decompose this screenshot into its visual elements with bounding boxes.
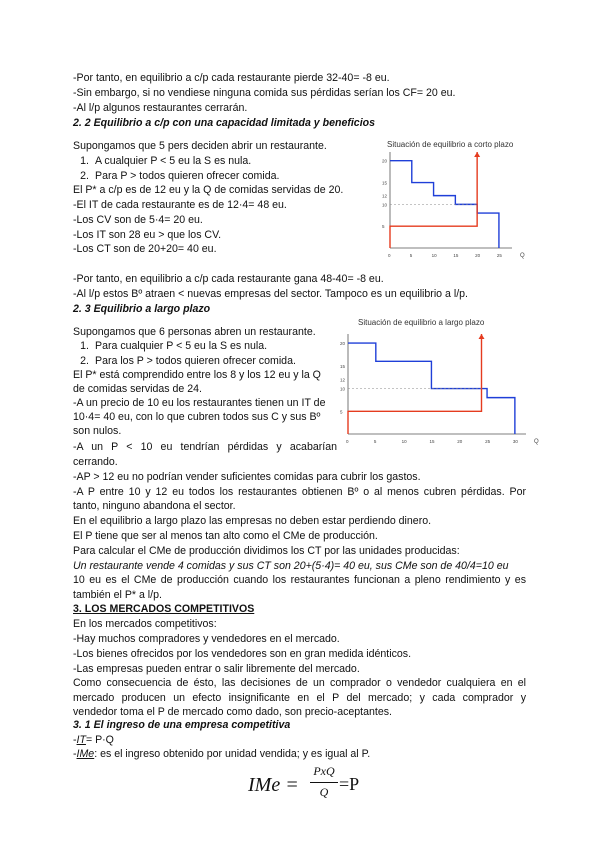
y-tick-label: 12 bbox=[382, 193, 388, 199]
y-tick-label: 20 bbox=[340, 341, 346, 347]
text-line: -A un P < 10 eu tendrían pérdidas y acabarían bbox=[73, 441, 337, 453]
list-number: 2. bbox=[80, 170, 89, 182]
text-line: -Los bienes ofrecidos por los vendedores son en gran medida idénticos. bbox=[73, 648, 412, 660]
y-tick-label: 12 bbox=[340, 377, 346, 383]
formula-lhs: IMe = bbox=[248, 774, 299, 796]
text-line: también el P* a l/p. bbox=[73, 589, 162, 601]
chart-long-run-equilibrium bbox=[340, 326, 540, 451]
x-tick-label: 0 bbox=[388, 253, 391, 258]
text-line: -El IT de cada restaurante es de 12·4= 48 eu. bbox=[73, 199, 287, 211]
list-number: 2. bbox=[80, 355, 89, 367]
x-axis-label: Q bbox=[534, 439, 539, 445]
x-tick-label: 0 bbox=[346, 439, 349, 444]
demand-curve bbox=[390, 152, 477, 248]
text-line: -Al l/p estos Bº atraen < nuevas empresas del sector. Tampoco es un equilibrio a l/p. bbox=[73, 288, 468, 300]
text-line: -Por tanto, en equilibrio a c/p cada restaurante gana 48-40= -8 eu. bbox=[73, 273, 384, 285]
text-line: -Por tanto, en equilibrio a c/p cada restaurante pierde 32-40= -8 eu. bbox=[73, 72, 390, 84]
section-heading-2-3: 2. 3 Equilibrio a largo plazo bbox=[73, 303, 211, 315]
x-tick-label: 30 bbox=[512, 439, 518, 444]
term-ime: IMe bbox=[76, 748, 95, 760]
x-axis-label: Q bbox=[520, 253, 525, 259]
list-number: 1. bbox=[80, 155, 89, 167]
x-tick-label: 10 bbox=[431, 253, 437, 258]
text-line: de comidas servidas de 24. bbox=[73, 383, 202, 395]
text-line: 10 eu es el CMe de producción cuando los restaurantes funcionan a pleno rendimiento y es bbox=[73, 574, 526, 586]
list-item bbox=[73, 170, 279, 183]
term-it: IT bbox=[76, 734, 86, 746]
section-heading-3-1: 3. 1 El ingreso de una empresa competitiva bbox=[73, 719, 291, 731]
dash: - bbox=[73, 734, 77, 746]
text-line: -Hay muchos compradores y vendedores en el mercado. bbox=[73, 633, 340, 645]
text-line: -Las empresas pueden entrar o salir libremente del mercado. bbox=[73, 663, 360, 675]
x-tick-label: 5 bbox=[409, 253, 413, 258]
x-tick-label: 20 bbox=[457, 439, 463, 444]
text-line: El P* a c/p es de 12 eu y la Q de comidas servidas de 20. bbox=[73, 184, 344, 196]
chart1-title: Situación de equilibrio a corto plazo bbox=[387, 140, 514, 149]
y-tick-label: 15 bbox=[340, 363, 346, 369]
text-line: son nulos. bbox=[73, 425, 122, 437]
demand-curve bbox=[348, 334, 482, 434]
list-item bbox=[73, 155, 251, 168]
text-line: En el equilibrio a largo plazo las empresas no deben estar perdiendo dinero. bbox=[73, 515, 432, 527]
text-line: -A P entre 10 y 12 eu todos los restaurantes obtienen Bº o al menos cubren pérdidas. Por bbox=[73, 486, 526, 498]
x-tick-label: 15 bbox=[453, 253, 459, 258]
y-tick-label: 5 bbox=[382, 224, 385, 230]
text-line: 10·4= 40 eu, con lo que cubren todos sus C y sus Bº bbox=[73, 411, 321, 423]
definition-text: = P·Q bbox=[85, 734, 114, 746]
text-line: El P* está comprendido entre los 8 y los 12 eu y la Q bbox=[73, 369, 321, 381]
text-line: -Sin embargo, si no vendiese ninguna comida sus pérdidas serían los CF= 20 eu. bbox=[73, 87, 456, 99]
text-line: -Los CV son de 5·4= 20 eu. bbox=[73, 214, 203, 226]
text-line: Para calcular el CMe de producción dividimos los CT por las unidades producidas: bbox=[73, 545, 460, 557]
formula-rhs: =P bbox=[339, 774, 360, 794]
formula-numerator: PxQ bbox=[313, 764, 335, 778]
text-line: -A un precio de 10 eu los restaurantes tienen un IT de bbox=[73, 397, 326, 409]
definition-ime bbox=[73, 748, 370, 761]
section-heading-2-2: 2. 2 Equilibrio a c/p con una capacidad limitada y beneficios bbox=[73, 117, 376, 129]
section-heading-3: 3. LOS MERCADOS COMPETITIVOS bbox=[73, 603, 255, 615]
list-text: A cualquier P < 5 eu la S es nula. bbox=[95, 155, 252, 167]
y-tick-label: 5 bbox=[340, 409, 343, 415]
formula-fraction-bar bbox=[310, 782, 338, 783]
paragraph: Supongamos que 5 pers deciden abrir un restaurante. bbox=[73, 140, 327, 152]
formula-denominator: Q bbox=[319, 785, 329, 799]
demand-arrowhead bbox=[474, 152, 480, 157]
dash: - bbox=[73, 748, 77, 760]
text-line: -Los CT son de 20+20= 40 eu. bbox=[73, 243, 217, 255]
text-line: El P tiene que ser al menos tan alto como el CMe de producción. bbox=[73, 530, 378, 542]
demand-arrowhead bbox=[479, 334, 485, 339]
list-item bbox=[73, 355, 296, 368]
y-tick-label: 10 bbox=[382, 202, 388, 208]
text-line: mercado producen un efecto insignificante en el P del mercado; y cada comprador y bbox=[73, 692, 526, 704]
x-tick-label: 25 bbox=[485, 439, 491, 444]
text-line: En los mercados competitivos: bbox=[73, 618, 217, 630]
definition-it bbox=[73, 734, 114, 747]
text-line: -Los IT son 28 eu > que los CV. bbox=[73, 229, 222, 241]
text-line: vendedor toma el P de mercado como dado, son precio-aceptantes. bbox=[73, 706, 392, 718]
x-tick-label: 20 bbox=[475, 253, 481, 258]
x-tick-label: 25 bbox=[496, 253, 502, 258]
x-tick-label: 10 bbox=[401, 439, 407, 444]
y-tick-label: 15 bbox=[382, 180, 388, 186]
text-line: tanto, ninguno abandona el sector. bbox=[73, 500, 236, 512]
text-line: Como consecuencia de ésto, las decisiones de un comprador o vendedor cualquiera en el bbox=[73, 677, 526, 689]
list-text: Para P > todos quieren ofrecer comida. bbox=[95, 170, 280, 182]
list-text: Para cualquier P < 5 eu la S es nula. bbox=[95, 340, 268, 352]
text-line-italic: Un restaurante vende 4 comidas y sus CT son 20+(5·4)= 40 eu, sus CMe son de 40/4=10 eu bbox=[73, 560, 509, 572]
x-tick-label: 15 bbox=[429, 439, 435, 444]
text-line: cerrando. bbox=[73, 456, 118, 468]
chart-short-run-equilibrium bbox=[372, 146, 532, 266]
x-tick-label: 5 bbox=[373, 439, 377, 444]
y-tick-label: 10 bbox=[340, 386, 346, 392]
list-number: 1. bbox=[80, 340, 89, 352]
list-item bbox=[73, 340, 267, 353]
list-text: Para los P > todos quieren ofrecer comida. bbox=[95, 355, 296, 367]
text-line: -Al l/p algunos restaurantes cerrarán. bbox=[73, 102, 248, 114]
y-tick-label: 20 bbox=[382, 158, 388, 164]
definition-text: : es el ingreso obtenido por unidad vendida; y es igual al P. bbox=[94, 748, 371, 760]
text-line: -AP > 12 eu no podrían vender suficientes comidas para cubrir los gastos. bbox=[73, 471, 421, 483]
paragraph: Supongamos que 6 personas abren un restaurante. bbox=[73, 326, 316, 338]
chart2-title: Situación de equilibrio a largo plazo bbox=[358, 318, 485, 327]
